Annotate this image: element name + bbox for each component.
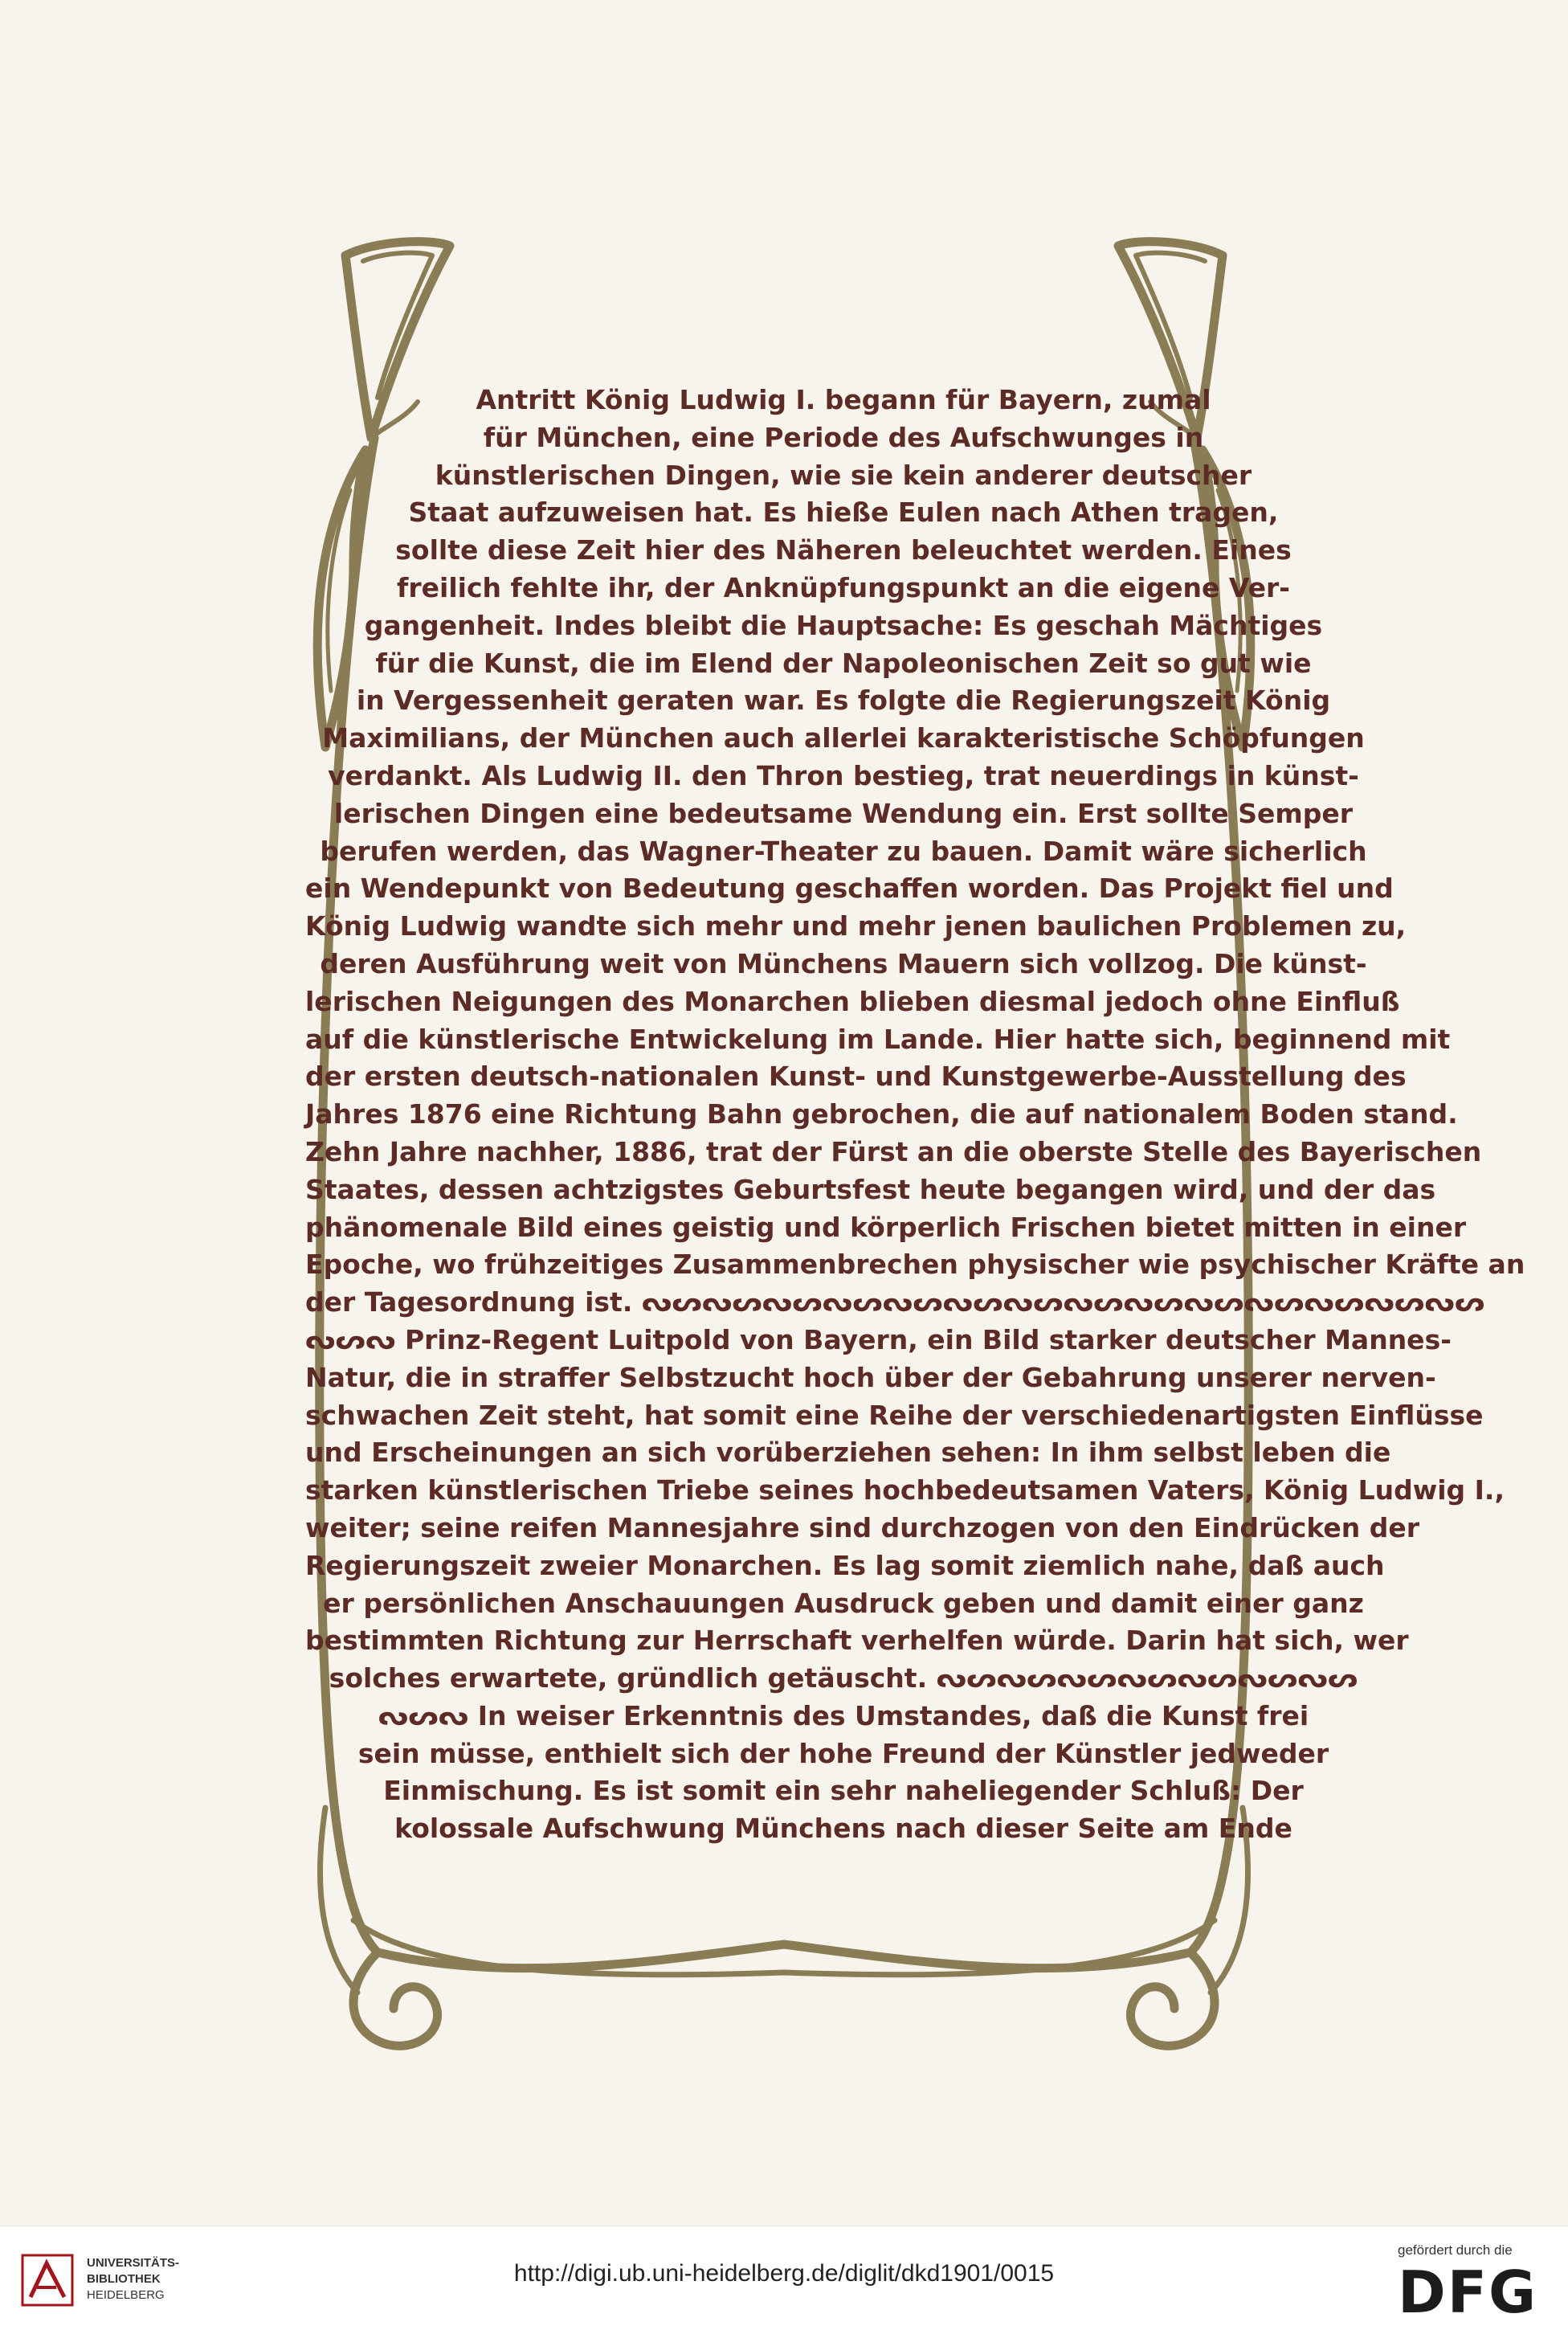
text-line: sollte diese Zeit hier des Näheren beleuchtet werden. Eines <box>395 534 1292 566</box>
text-line: Jahres 1876 eine Richtung Bahn gebrochen, die auf nationalem Boden stand. <box>305 1098 1458 1130</box>
text-line-with-ornament <box>305 1698 1382 1735</box>
text-line: kolossale Aufschwung Münchens nach dieser Seite am Ende <box>394 1813 1292 1845</box>
text-line: phänomenale Bild eines geistig und körperlich Frischen bietet mitten in einer <box>305 1211 1467 1243</box>
text-line: auf die künstlerische Entwickelung im Lande. Hier hatte sich, beginnend mit <box>305 1023 1451 1055</box>
text-line: Epoche, wo frühzeitiges Zusammenbrechen physischer wie psychischer Kräfte an <box>305 1249 1525 1281</box>
institution-name <box>87 2255 179 2303</box>
university-library-logo-icon <box>19 2252 76 2308</box>
text-line-with-ornament <box>305 1322 1452 1359</box>
meander-ornament: ᔓᔕᔓ <box>305 1323 396 1355</box>
institution-line: HEIDELBERG <box>87 2288 165 2302</box>
text-line: der ersten deutsch-nationalen Kunst- und Kunstgewerbe-Ausstellung des <box>305 1061 1407 1093</box>
text-line: und Erscheinungen an sich vorüberziehen sehen: In ihm selbst leben die <box>305 1437 1391 1469</box>
institution-line: BIBLIOTHEK <box>87 2272 161 2286</box>
text-line: starken künstlerischen Triebe seines hochbedeutsamen Vaters, König Ludwig I., <box>305 1474 1505 1506</box>
text-line: verdankt. Als Ludwig II. den Thron bestieg, trat neuerdings in künst- <box>328 759 1359 791</box>
text-line: Regierungszeit zweier Monarchen. Es lag somit ziemlich nahe, daß auch <box>305 1549 1385 1581</box>
meander-ornament: ᔓᔕᔓᔕᔓᔕᔓᔕᔓᔕᔓᔕᔓᔕᔓᔕᔓᔕᔓᔕᔓᔕᔓᔕᔓᔕᔓᔕ <box>641 1286 1485 1318</box>
viewer-footer <box>0 2226 1568 2330</box>
institution-line: UNIVERSITÄTS- <box>87 2256 180 2270</box>
text-line: sein müsse, enthielt sich der hohe Freund der Künstler jedweder <box>357 1737 1329 1769</box>
text-line: berufen werden, das Wagner-Theater zu bauen. Damit wäre sicherlich <box>320 835 1367 867</box>
text-segment: In weiser Erkenntnis des Umstandes, daß die Kunst frei <box>477 1699 1309 1731</box>
text-segment: Prinz-Regent Luitpold von Bayern, ein Bild starker deutscher Mannes- <box>404 1323 1452 1355</box>
meander-ornament: ᔓᔕᔓ <box>378 1699 469 1731</box>
text-line: Staat aufzuweisen hat. Es hieße Eulen nach Athen tragen, <box>408 497 1279 529</box>
text-line: gangenheit. Indes bleibt die Hauptsache: Es geschah Mächtiges <box>364 609 1323 641</box>
meander-ornament: ᔓᔕᔓᔕᔓᔕᔓᔕᔓᔕᔓᔕᔓᔕ <box>936 1662 1358 1694</box>
text-line: er persönlichen Anschauungen Ausdruck geben und damit einer ganz <box>323 1587 1364 1619</box>
text-line: freilich fehlte ihr, der Anknüpfungspunkt an die eigene Ver- <box>397 571 1290 603</box>
text-line: in Vergessenheit geraten war. Es folgte die Regierungszeit König <box>356 685 1331 717</box>
text-line: Antritt König Ludwig I. begann für Bayern, zumal <box>476 384 1211 415</box>
funding-caption: gefördert durch die <box>1398 2242 1513 2258</box>
text-line: bestimmten Richtung zur Herrschaft verhelfen würde. Darin hat sich, wer <box>305 1625 1409 1657</box>
text-line: Zehn Jahre nachher, 1886, trat der Fürst an die oberste Stelle des Bayerischen <box>305 1135 1482 1167</box>
text-line: weiter; seine reifen Mannesjahre sind durchzogen von den Eindrücken der <box>305 1511 1420 1543</box>
permalink-url[interactable]: http://digi.ub.uni-heidelberg.de/diglit/dkd1901/0015 <box>513 2260 1055 2287</box>
text-segment: solches erwartete, gründlich getäuscht. <box>329 1662 928 1694</box>
text-line: lerischen Dingen eine bedeutsame Wendung ein. Erst sollte Semper <box>333 797 1354 829</box>
text-line: für die Kunst, die im Elend der Napoleonischen Zeit so gut wie <box>375 647 1312 679</box>
text-line: für München, eine Periode des Aufschwunges in <box>483 421 1204 453</box>
text-line: König Ludwig wandte sich mehr und mehr jenen baulichen Problemen zu, <box>305 910 1407 942</box>
dfg-logo: DFG <box>1398 2258 1538 2326</box>
body-text <box>305 382 1525 1848</box>
text-segment: der Tagesordnung ist. <box>305 1286 633 1318</box>
text-line: Natur, die in straffer Selbstzucht hoch über der Gebahrung unserer nerven- <box>305 1361 1436 1393</box>
text-line: Maximilians, der München auch allerlei karakteristische Schöpfungen <box>322 722 1365 754</box>
text-line-with-ornament <box>305 1660 1382 1698</box>
text-line: deren Ausführung weit von Münchens Mauern sich vollzog. Die künst- <box>320 947 1367 979</box>
text-line-with-ornament <box>305 1284 1485 1322</box>
text-line: schwachen Zeit steht, hat somit eine Reihe der verschiedenartigsten Einflüsse <box>305 1399 1484 1431</box>
text-line: Einmischung. Es ist somit ein sehr naheliegender Schluß: Der <box>383 1775 1304 1807</box>
text-line: lerischen Neigungen des Monarchen blieben diesmal jedoch ohne Einfluß <box>305 985 1400 1017</box>
text-line: Staates, dessen achtzigstes Geburtsfest heute begangen wird, und der das <box>305 1173 1436 1205</box>
text-line: ein Wendepunkt von Bedeutung geschaffen worden. Das Projekt fiel und <box>305 873 1394 905</box>
text-line: künstlerischen Dingen, wie sie kein anderer deutscher <box>435 459 1252 491</box>
